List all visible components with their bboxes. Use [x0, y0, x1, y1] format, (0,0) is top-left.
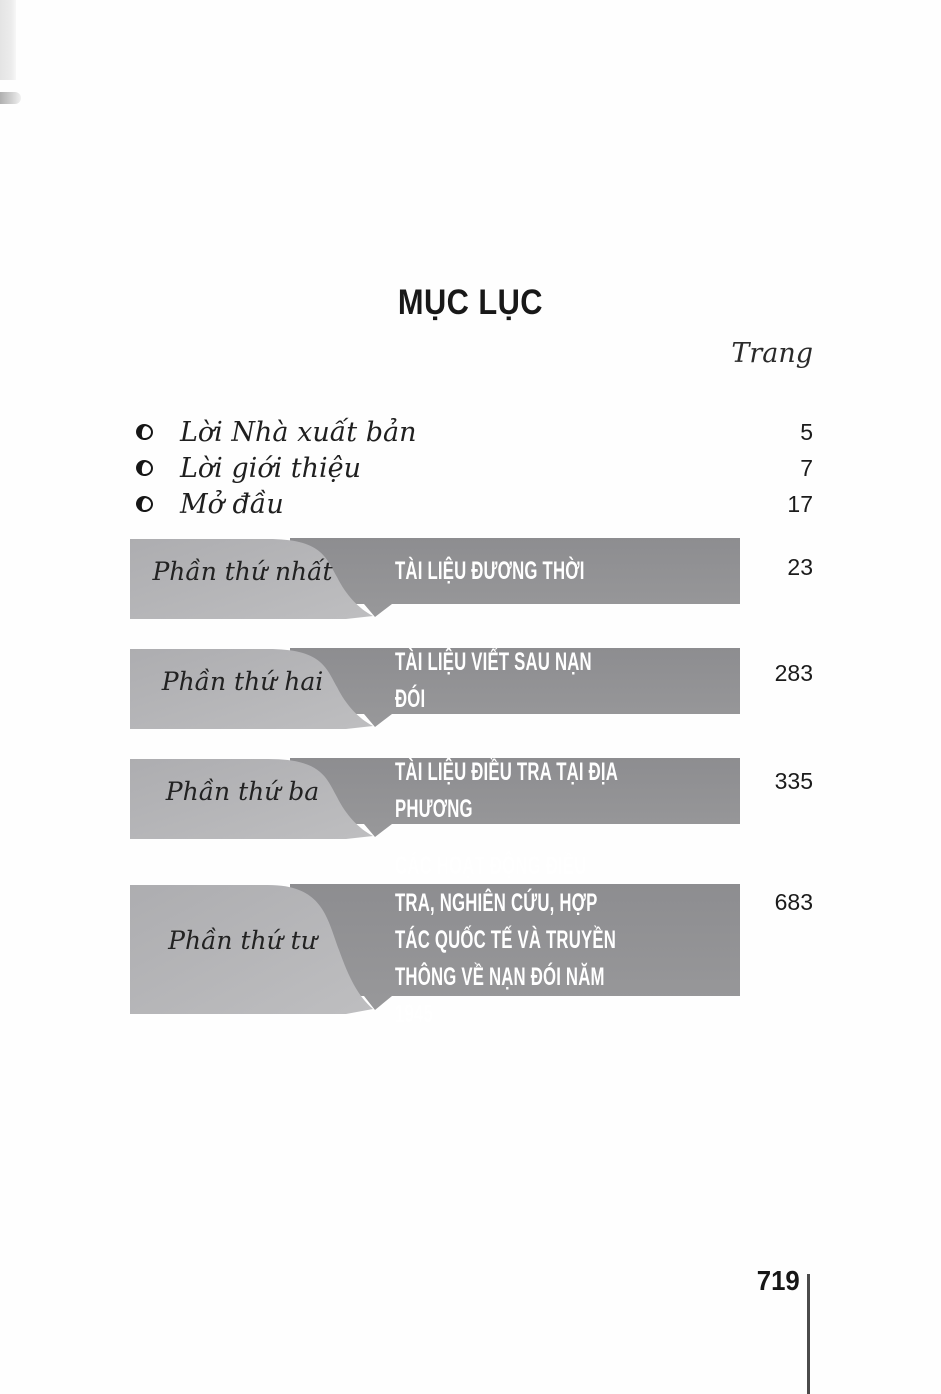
section-page-number: 335	[774, 768, 813, 794]
section-title	[395, 648, 740, 714]
circle-bullet-icon	[135, 459, 155, 478]
section-part-text: Phần thứ ba	[165, 776, 320, 806]
list-item	[136, 414, 813, 450]
section-part-label	[130, 758, 355, 824]
section-title-text: TÀI LIỆU ĐƯƠNG THỜI	[395, 556, 585, 585]
section-part-text: Phần thứ nhất	[152, 556, 333, 586]
section-title	[395, 538, 740, 604]
section-page-number: 23	[787, 554, 813, 580]
footer-rule	[807, 1274, 810, 1394]
list-item-label: Mở đầu	[180, 488, 284, 520]
list-item-page-number: 7	[800, 454, 813, 481]
section-title	[395, 851, 740, 1028]
toc-section-row	[130, 758, 740, 839]
section-part-label	[130, 884, 355, 996]
scan-artifact-strip	[0, 0, 16, 80]
page-column-header: Trang	[731, 338, 813, 369]
section-part-label	[130, 648, 355, 714]
section-page-number: 283	[774, 660, 813, 686]
section-title-text: TÀI LIỆU ĐIỀU TRA TẠI ĐỊA PHƯƠNG	[395, 758, 618, 823]
section-part-text: Phần thứ tư	[168, 925, 317, 955]
section-part-text: Phần thứ hai	[161, 666, 324, 696]
toc-section-row	[130, 851, 740, 1028]
list-item	[136, 450, 813, 486]
front-matter-list	[136, 414, 813, 522]
list-item-label: Lời Nhà xuất bản	[180, 416, 417, 448]
circle-bullet-icon	[135, 495, 155, 514]
toc-section-row	[130, 538, 740, 619]
toc-section-row	[130, 648, 740, 729]
circle-bullet-icon	[135, 423, 155, 442]
section-part-label	[130, 538, 355, 604]
section-title-text: TÀI LIỆU VIẾT SAU NẠN ĐÓI	[395, 648, 592, 713]
scan-artifact-smudge	[0, 92, 21, 104]
page-title-wrap	[0, 283, 941, 323]
section-title	[395, 758, 740, 824]
list-item-page-number: 5	[800, 418, 813, 445]
list-item-page-number: 17	[787, 490, 813, 517]
list-item	[136, 486, 813, 522]
folio-page-number: 719	[757, 1265, 800, 1296]
section-page-number: 683	[774, 889, 813, 915]
page-title: MỤC LỤC	[397, 283, 544, 322]
section-title-text: CÁC HOẠT ĐỘNG ĐIỀU TRA, NGHIÊN CỨU, HỢP TÁC QUỐC TẾ VÀ TRUYỀN THÔNG VỀ NẠN ĐÓI NĂM 1945	[395, 851, 617, 1028]
list-item-label: Lời giới thiệu	[180, 452, 362, 484]
